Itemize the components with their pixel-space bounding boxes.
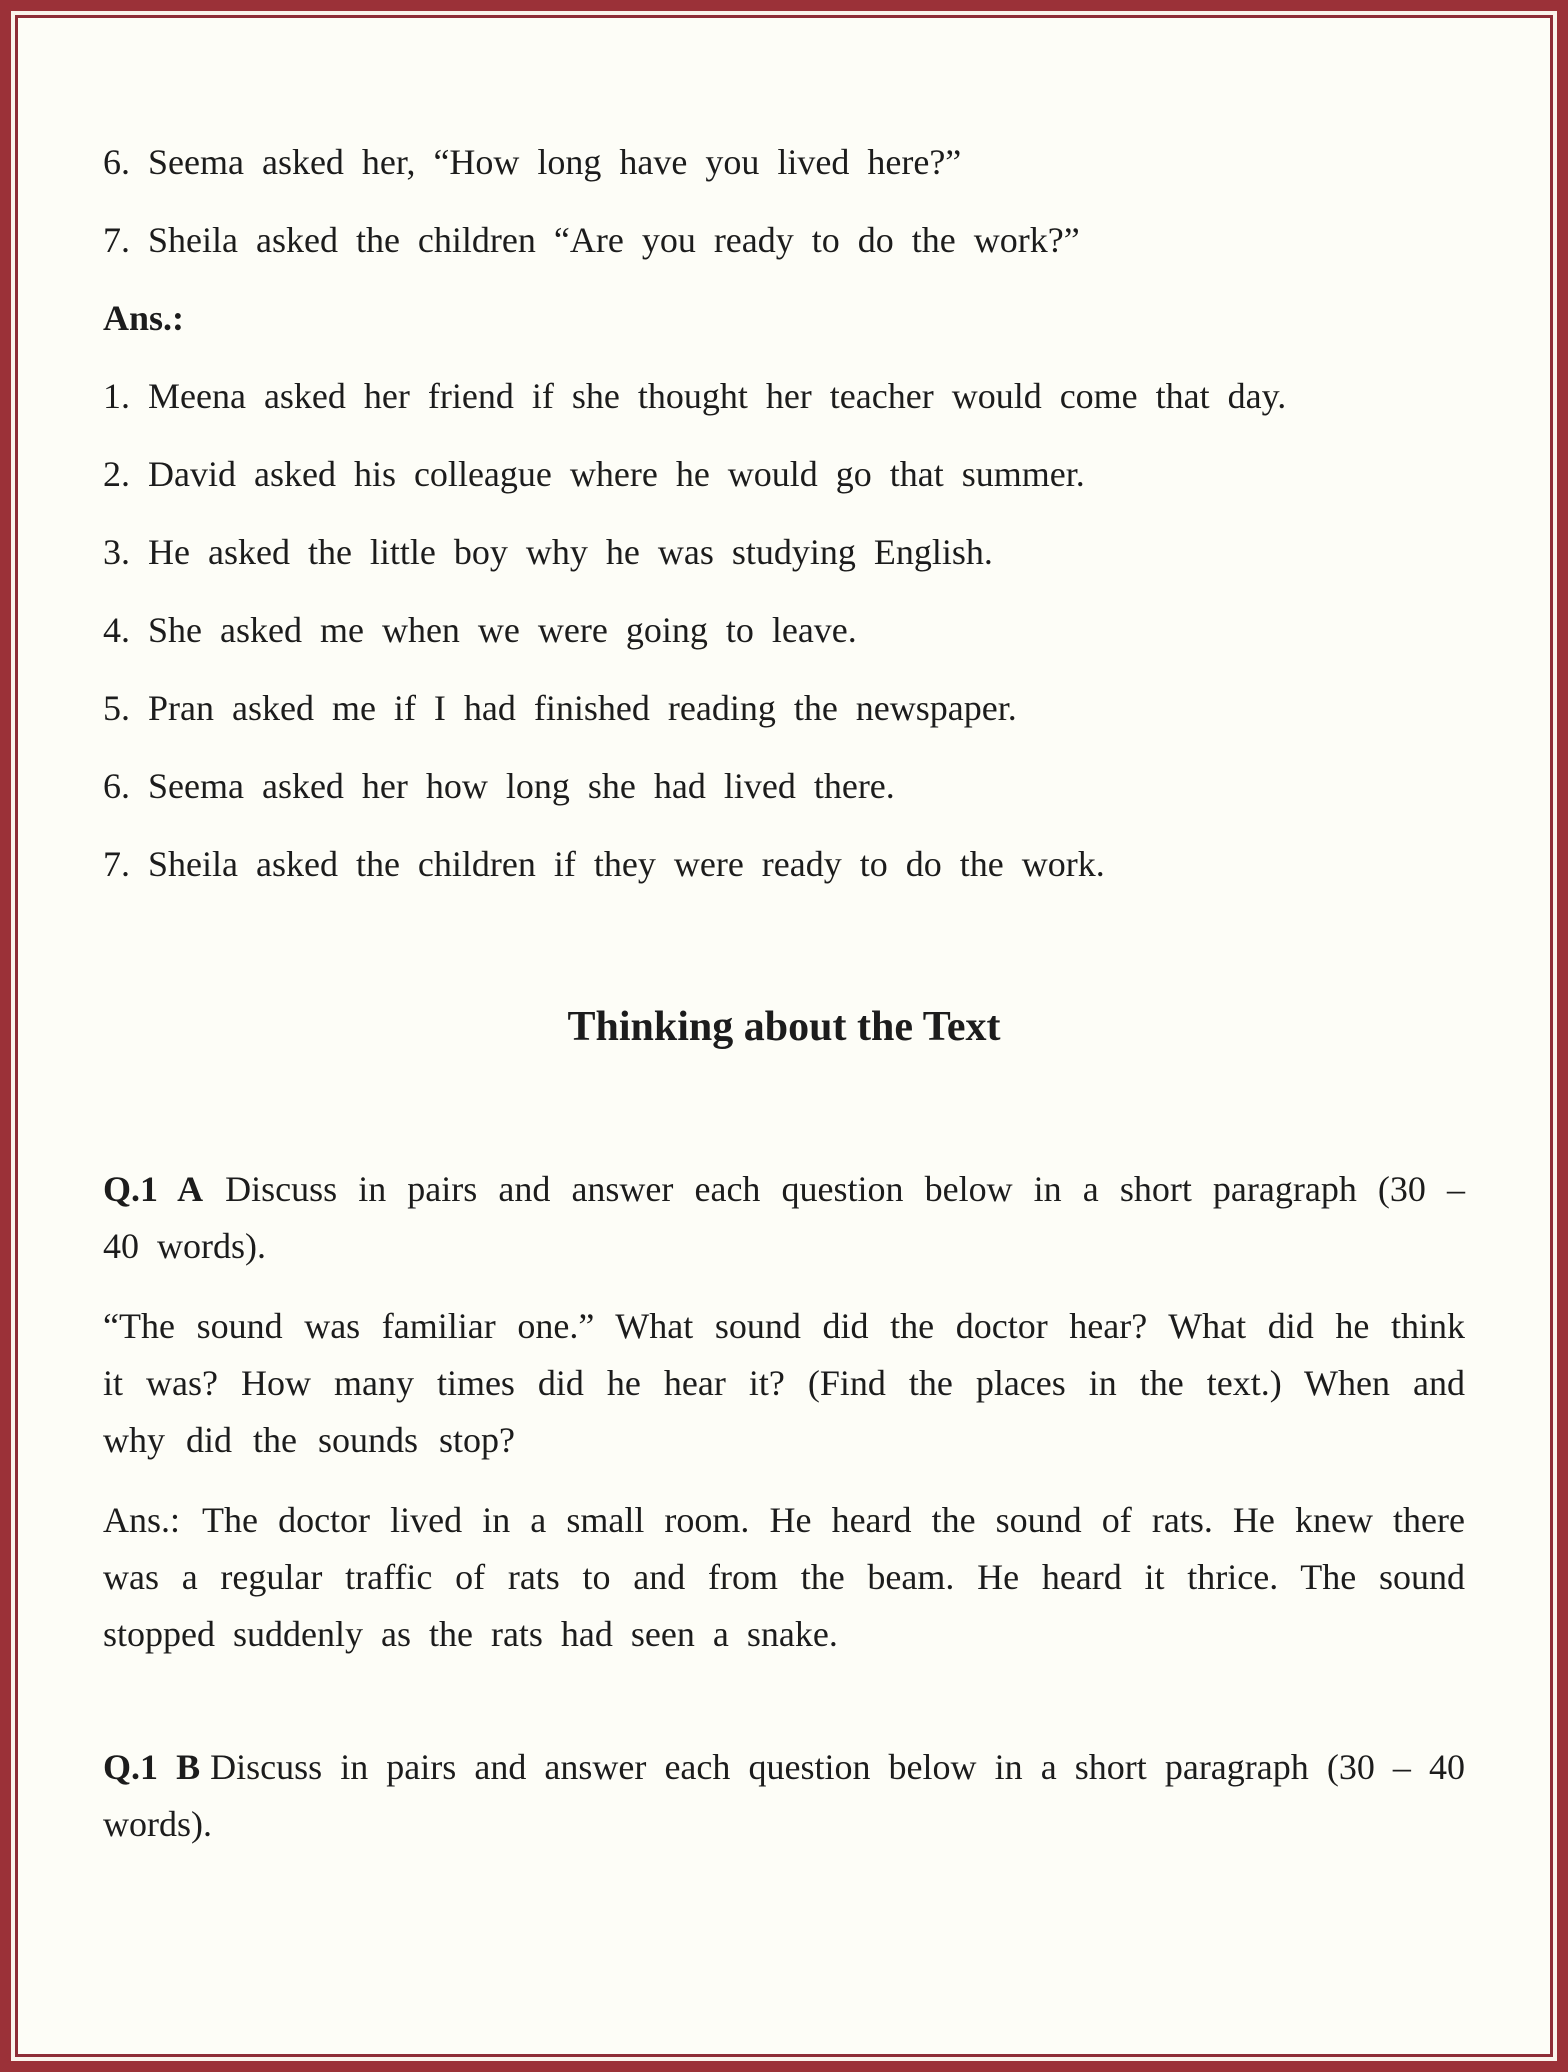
answer-item-5: 5. Pran asked me if I had finished reading the newspaper. [103, 688, 1017, 728]
question-item-6: 6. Seema asked her, “How long have you lived here?” [103, 142, 962, 182]
answers-label: Ans.: [103, 298, 185, 338]
q1a-label: Q.1 A [103, 1169, 204, 1209]
q1a-answer-paragraph [103, 1492, 1465, 1663]
answer-item-3: 3. He asked the little boy why he was studying English. [103, 532, 993, 572]
answer-item-4: 4. She asked me when we were going to leave. [103, 610, 857, 650]
section-heading: Thinking about the Text [567, 1004, 1001, 1050]
q1a-paragraph [103, 1161, 1465, 1275]
q1a-answer-text: The doctor lived in a small room. He heard the sound of rats. He knew there was a regular traffic of rats to and from the beam. He heard it thrice. The sound stopped suddenly as the rats had seen a snake. [103, 1500, 1465, 1654]
q1b-label: Q.1 B [103, 1747, 201, 1787]
answer-item-7: 7. Sheila asked the children if they were ready to do the work. [103, 844, 1105, 884]
document-page [15, 15, 1553, 2057]
page-content [18, 18, 1550, 1853]
answer-item-2: 2. David asked his colleague where he would go that summer. [103, 454, 1085, 494]
question-item-7: 7. Sheila asked the children “Are you ready to do the work?” [103, 220, 1080, 260]
page-border-gap [11, 11, 1557, 2061]
q1a-question-paragraph: “The sound was familiar one.” What sound did the doctor hear? What did he think it was? How many times did he hear it? (Find the places in the text.) When and why did the sounds stop? [103, 1306, 1465, 1460]
q1a-answer-label: Ans.: [103, 1500, 181, 1540]
answer-item-6: 6. Seema asked her how long she had lived there. [103, 766, 895, 806]
q1b-text: Discuss in pairs and answer each question below in a short paragraph (30 – 40 words). [103, 1747, 1465, 1844]
q1a-text: Discuss in pairs and answer each question below in a short paragraph (30 – 40 words). [103, 1169, 1465, 1266]
q1b-paragraph [103, 1739, 1465, 1853]
answer-item-1: 1. Meena asked her friend if she thought her teacher would come that day. [103, 376, 1287, 416]
